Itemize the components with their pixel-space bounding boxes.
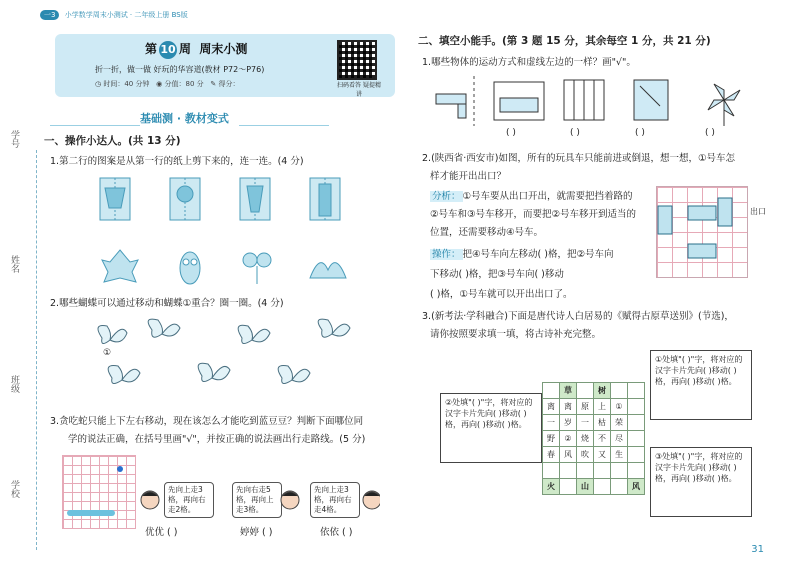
board-row [543, 431, 645, 447]
page-number: 31 [751, 544, 764, 555]
board-cell [577, 383, 594, 399]
clock-icon: ◷ [95, 80, 102, 88]
folded-papers [95, 176, 355, 224]
board-row [543, 463, 645, 479]
p2-q2-text-b: 样才能开出出口？ [430, 171, 507, 182]
board-cell [560, 479, 577, 495]
board-cell: 离 [543, 399, 560, 415]
week-grade: 得分： [218, 80, 240, 88]
board-cell: 风 [560, 447, 577, 463]
p2-q1-blank-4[interactable]: ( ) [705, 128, 715, 138]
binding-line [36, 150, 37, 550]
board-cell: 荣 [611, 415, 628, 431]
board-cell: 山 [577, 479, 594, 495]
week-suffix: 周 [179, 42, 192, 56]
operation-text-1: 把④号车向左移动( )格，把②号车向 [462, 249, 614, 260]
p2-q1-blank-2[interactable]: ( ) [570, 128, 580, 138]
operation-line-1 [430, 248, 613, 262]
child-tingting [281, 491, 299, 509]
board-cell: 一 [543, 415, 560, 431]
folded-paper-3 [240, 178, 270, 220]
qr-caption: 扫码看答 疑提精讲 [337, 82, 381, 98]
blue-bean [117, 466, 123, 472]
answer-youyou[interactable]: 优优 ( ) [145, 527, 178, 538]
faucet-icon [436, 94, 466, 118]
p2-q1-text: 1.哪些物体的运动方式和虚线左边的一样？画"√"。 [422, 57, 636, 68]
butterfly-4 [318, 319, 350, 337]
board-row [543, 415, 645, 431]
board-row [543, 479, 645, 495]
section-banner: 基础测 · 教材变式 [140, 112, 229, 125]
p2-q3-text-b: 请你按照要求填一填，将古诗补充完整。 [430, 329, 602, 340]
board-cell: ① [611, 399, 628, 415]
child-yiyi [363, 491, 380, 509]
p2-q1-blank-1[interactable]: ( ) [506, 128, 516, 138]
board-cell [577, 463, 594, 479]
cut-shape-owls [180, 252, 200, 284]
cut-shape-flowers [243, 253, 271, 284]
board-cell [543, 463, 560, 479]
week-title [145, 40, 247, 59]
gutter-number: 学号 [9, 130, 19, 148]
board-cell [594, 463, 611, 479]
board-cell [611, 479, 628, 495]
board-cell [611, 383, 628, 399]
operation-label: 操作： [432, 249, 461, 260]
p2-q2-text-a: 2.(陕西省·西安市)如图，所有的玩具车只能前进或倒退，想一想，①号车怎 [422, 153, 736, 164]
board-cell [611, 463, 628, 479]
folded-paper-1 [100, 178, 130, 220]
week-number: 10 [159, 41, 177, 59]
board-cell [628, 431, 645, 447]
instruction-box-1: ①处填"( )"字，将对应的汉字卡片先向( )移动( )格，再向( )移动( )格。 [650, 350, 752, 420]
week-score: 分值：80 分 [164, 80, 204, 88]
q2-text: 2.哪些蝴蝶可以通过移动和蝴蝶①重合？圈一圈。(4 分) [50, 298, 284, 309]
p2-q3-text-a: 3.(新考法·学科融合)下面是唐代诗人白居易的《赋得古原草送别》(节选)， [422, 311, 734, 322]
q1-text: 1.第二行的图案是从第一行的纸上剪下来的，连一连。(4 分) [50, 156, 304, 167]
drawer-icon [494, 82, 544, 120]
board-cell: 草 [560, 383, 577, 399]
part1-title: 一、操作小达人。(共 13 分) [44, 135, 181, 147]
board-cell: 烧 [577, 431, 594, 447]
p2-q1-blank-3[interactable]: ( ) [635, 128, 645, 138]
answer-tingting[interactable]: 婷婷 ( ) [240, 527, 273, 538]
board-cell: 一 [577, 415, 594, 431]
snake-figure [62, 455, 134, 527]
operation-line-2: 下移动( )格，把③号车向( )移动 [430, 269, 564, 280]
week-prefix: 第 [145, 42, 158, 56]
bubble-youyou: 先向上走3格，再向右走2格。 [164, 482, 214, 518]
car-1 [688, 206, 716, 220]
board-cell: 风 [628, 479, 645, 495]
car-4 [688, 244, 716, 258]
header-title: 小学数学周末小测试 · 二年级上册 BS版 [64, 11, 188, 19]
butterfly-label: ① [103, 348, 112, 358]
week-heading: 周末小测 [199, 42, 248, 56]
parking-cars [656, 186, 766, 276]
child-youyou [141, 491, 159, 509]
instruction-box-2: ②处填"( )"字，将对应的汉字卡片先向( )移动( )格，再向( )移动( )格。 [440, 393, 542, 463]
week-subtitle: 折一折，做一做 好玩的华容道(教材 P72～P76) [95, 65, 265, 74]
right-page [400, 0, 800, 565]
board-row [543, 399, 645, 415]
board-row [543, 383, 645, 399]
board-cell: 上 [594, 399, 611, 415]
board-cell: 春 [543, 447, 560, 463]
week-time: 时间：40 分钟 [103, 80, 150, 88]
board-cell: 火 [543, 479, 560, 495]
board-cell: 离 [560, 399, 577, 415]
butterfly-6 [198, 363, 230, 381]
poem-board [542, 382, 645, 495]
qr-code[interactable] [337, 40, 377, 80]
board-cell: 生 [611, 447, 628, 463]
gutter-school: 学校 [9, 480, 19, 498]
butterfly-7 [278, 366, 310, 384]
board-cell: 野 [543, 431, 560, 447]
analysis-text-1: ①号车要从出口开出，就需要把挡着路的 [462, 191, 633, 202]
folded-paper-2 [170, 178, 200, 220]
board-cell: 又 [594, 447, 611, 463]
exit-label: 出口 [750, 207, 766, 216]
motion-objects [434, 76, 764, 126]
board-cell [628, 447, 645, 463]
analysis-line-1 [430, 190, 633, 204]
board-cell: 吹 [577, 447, 594, 463]
folded-paper-4 [310, 178, 340, 220]
week-title-box [55, 34, 395, 97]
bubble-yiyi: 先向上走3格，再向右走4格。 [310, 482, 360, 518]
page-header [40, 10, 188, 20]
analysis-line-3: 位置，还需要移动④号车。 [430, 227, 544, 238]
butterfly-3 [238, 325, 270, 343]
answer-yiyi[interactable]: 依依 ( ) [320, 527, 353, 538]
part2-title: 二、填空小能手。(第 3 题 15 分，其余每空 1 分，共 21 分) [418, 35, 711, 47]
board-cell [628, 383, 645, 399]
instruction-box-3: ③处填"( )"字，将对应的汉字卡片先向( )移动( )格，再向( )移动( )格。 [650, 447, 752, 517]
board-cell: 枯 [594, 415, 611, 431]
car-3 [658, 206, 672, 234]
operation-line-3: ( )格，①号车就可以开出出口了。 [430, 289, 573, 300]
cut-shapes [100, 248, 360, 288]
analysis-line-2: ②号车和③号车移开，而要把②号车移开到适当的 [430, 209, 637, 220]
board-cell [628, 463, 645, 479]
q3-text-b: 学的说法正确，在括号里画"√"，并按正确的说法画出行走路线。(5 分) [68, 434, 366, 445]
q3-text-a: 3.贪吃蛇只能上下左右移动，现在该怎么才能吃到蓝豆豆？判断下面哪位同 [50, 416, 364, 427]
week-meta [95, 79, 239, 89]
score-icon: ◉ [156, 80, 163, 88]
board-row [543, 447, 645, 463]
grade-icon: ✎ [210, 80, 217, 88]
revolving-door-icon [564, 80, 604, 120]
door-icon [634, 80, 668, 120]
board-cell: 不 [594, 431, 611, 447]
bubble-tingting: 先向右走5格，再向上走3格。 [232, 482, 282, 518]
pinwheel-icon [708, 84, 740, 126]
board-cell: ② [560, 431, 577, 447]
board-cell: 树 [594, 383, 611, 399]
board-cell [543, 383, 560, 399]
board-cell: 原 [577, 399, 594, 415]
board-cell: 尽 [611, 431, 628, 447]
gutter-class: 班级 [9, 375, 19, 393]
butterfly-1 [98, 326, 127, 344]
car-2 [718, 198, 732, 226]
board-cell [628, 399, 645, 415]
butterfly-5 [108, 366, 140, 384]
children-figures [140, 490, 380, 530]
cut-shape-leaf [102, 250, 138, 282]
header-badge: 一3 [40, 10, 59, 20]
board-cell [628, 415, 645, 431]
analysis-label: 分析： [432, 191, 461, 202]
butterflies [92, 318, 362, 398]
cut-shape-swans [310, 263, 346, 278]
board-cell [560, 463, 577, 479]
butterfly-2 [148, 319, 180, 337]
board-cell [594, 479, 611, 495]
gutter-name: 姓名 [9, 255, 19, 273]
board-cell: 岁 [560, 415, 577, 431]
